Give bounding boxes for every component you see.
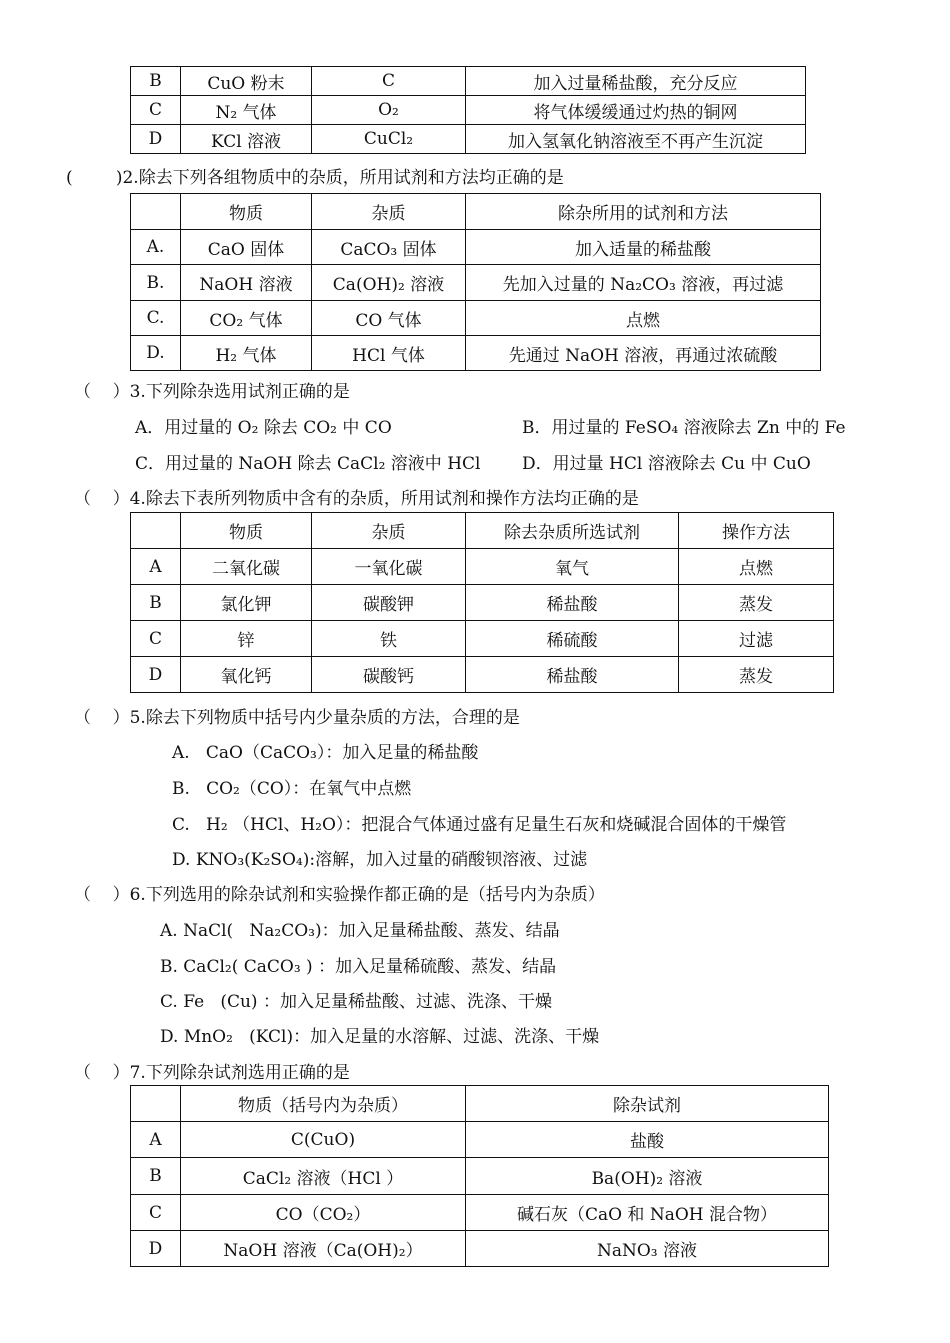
question-5-option-a: A. CaO（CaCO₃）：加入足量的稀盐酸 — [172, 743, 479, 763]
table-cell: 碳酸钙 — [312, 657, 466, 693]
table-cell: D — [131, 125, 181, 154]
question-7-title: （ ）7.下列除杂试剂选用正确的是 — [74, 1063, 350, 1083]
table-header-row — [131, 194, 821, 230]
table-row — [131, 621, 834, 657]
table-row — [131, 1158, 829, 1195]
table-cell: 碱石灰（CaO 和 NaOH 混合物） — [466, 1195, 829, 1231]
table-cell: 氧气 — [466, 549, 679, 585]
table-cell: NaOH 溶液（Ca(OH)₂） — [181, 1231, 466, 1267]
table-cell: 先通过 NaOH 溶液，再通过浓硫酸 — [466, 336, 821, 371]
table-row — [131, 1231, 829, 1267]
table-cell: NaNO₃ 溶液 — [466, 1231, 829, 1267]
table-q4 — [130, 512, 834, 693]
table-cell: 氯化钾 — [181, 585, 312, 621]
table-cell: 一氧化碳 — [312, 549, 466, 585]
table-header-cell: 杂质 — [312, 513, 466, 549]
table-cell: NaOH 溶液 — [181, 265, 312, 301]
table-cell: 蒸发 — [679, 585, 834, 621]
table-cell: N₂ 气体 — [181, 96, 312, 125]
table-cell: C — [131, 1195, 181, 1231]
question-5-option-b: B. CO₂（CO）：在氧气中点燃 — [172, 779, 412, 799]
question-4-title: （ ）4.除去下表所列物质中含有的杂质，所用试剂和操作方法均正确的是 — [74, 489, 639, 509]
table-cell: D. — [131, 336, 181, 371]
table-cell: 铁 — [312, 621, 466, 657]
table-header-cell: 物质 — [181, 513, 312, 549]
question-6-option-c: C. Fe (Cu) ：加入足量稀盐酸、过滤、洗涤、干燥 — [160, 992, 552, 1012]
table-cell: C. — [131, 301, 181, 336]
question-6-option-b: B. CaCl₂( CaCO₃ ) ：加入足量稀硫酸、蒸发、结晶 — [160, 957, 557, 977]
table-header-cell — [131, 513, 181, 549]
table-cell: CaO 固体 — [181, 230, 312, 265]
table-header-cell: 物质 — [181, 194, 312, 230]
table-header-cell: 除去杂质所选试剂 — [466, 513, 679, 549]
table-cell: HCl 气体 — [312, 336, 466, 371]
table-header-cell: 除杂所用的试剂和方法 — [466, 194, 821, 230]
table-cell: C — [131, 96, 181, 125]
table-cell: B — [131, 585, 181, 621]
question-5-option-d: D. KNO₃(K₂SO₄):溶解，加入过量的硝酸钡溶液、过滤 — [172, 850, 588, 870]
table-cell: 二氧化碳 — [181, 549, 312, 585]
question-3-option-c: C．用过量的 NaOH 除去 CaCl₂ 溶液中 HCl — [135, 454, 481, 474]
table-row — [131, 549, 834, 585]
table-header-cell: 操作方法 — [679, 513, 834, 549]
table-cell: A — [131, 549, 181, 585]
table-cell: CO 气体 — [312, 301, 466, 336]
question-6-option-d: D. MnO₂ (KCl)：加入足量的水溶解、过滤、洗涤、干燥 — [160, 1027, 600, 1047]
table-row — [131, 336, 821, 371]
table-row — [131, 1122, 829, 1158]
table-cell: 加入适量的稀盐酸 — [466, 230, 821, 265]
table-cell: 盐酸 — [466, 1122, 829, 1158]
table-cell: O₂ — [312, 96, 466, 125]
table-cell: 过滤 — [679, 621, 834, 657]
table-cell: C(CuO) — [181, 1122, 466, 1158]
table-header-cell — [131, 194, 181, 230]
table-cell: 加入过量稀盐酸，充分反应 — [466, 67, 806, 96]
table-row — [131, 67, 806, 96]
table-cell: 蒸发 — [679, 657, 834, 693]
question-6-title: （ ）6.下列选用的除杂试剂和实验操作都正确的是（括号内为杂质） — [74, 885, 605, 905]
question-3-title: （ ）3.下列除杂选用试剂正确的是 — [74, 382, 350, 402]
table-cell: Ca(OH)₂ 溶液 — [312, 265, 466, 301]
table-q1-continued — [130, 66, 806, 154]
table-header-cell — [131, 1086, 181, 1122]
table-cell: 点燃 — [466, 301, 821, 336]
table-q7 — [130, 1085, 829, 1267]
table-cell: Ba(OH)₂ 溶液 — [466, 1158, 829, 1195]
question-6-option-a: A. NaCl( Na₂CO₃)：加入足量稀盐酸、蒸发、结晶 — [160, 921, 560, 941]
question-3-option-b: B．用过量的 FeSO₄ 溶液除去 Zn 中的 Fe — [522, 418, 846, 438]
table-cell: CaCl₂ 溶液（HCl ） — [181, 1158, 466, 1195]
table-cell: A. — [131, 230, 181, 265]
table-cell: A — [131, 1122, 181, 1158]
table-header-cell: 除杂试剂 — [466, 1086, 829, 1122]
table-cell: 先加入过量的 Na₂CO₃ 溶液，再过滤 — [466, 265, 821, 301]
table-cell: 稀硫酸 — [466, 621, 679, 657]
table-cell: CO₂ 气体 — [181, 301, 312, 336]
table-q2 — [130, 193, 821, 371]
table-cell: KCl 溶液 — [181, 125, 312, 154]
table-cell: B — [131, 1158, 181, 1195]
table-cell: CuO 粉末 — [181, 67, 312, 96]
table-cell: CO（CO₂） — [181, 1195, 466, 1231]
table-cell: C — [131, 621, 181, 657]
table-row — [131, 585, 834, 621]
table-header-row — [131, 513, 834, 549]
table-row — [131, 125, 806, 154]
table-header-cell: 杂质 — [312, 194, 466, 230]
table-cell: D — [131, 657, 181, 693]
table-cell: 将气体缓缓通过灼热的铜网 — [466, 96, 806, 125]
question-3-option-d: D．用过量 HCl 溶液除去 Cu 中 CuO — [522, 454, 811, 474]
table-row — [131, 96, 806, 125]
table-row — [131, 265, 821, 301]
table-cell: 氧化钙 — [181, 657, 312, 693]
table-cell: 碳酸钾 — [312, 585, 466, 621]
table-cell: D — [131, 1231, 181, 1267]
table-row — [131, 657, 834, 693]
question-3-option-a: A．用过量的 O₂ 除去 CO₂ 中 CO — [135, 418, 392, 438]
table-cell: B. — [131, 265, 181, 301]
question-5-title: （ ）5.除去下列物质中括号内少量杂质的方法，合理的是 — [74, 708, 520, 728]
table-cell: C — [312, 67, 466, 96]
table-row — [131, 1195, 829, 1231]
table-cell: 锌 — [181, 621, 312, 657]
table-cell: 加入氢氧化钠溶液至不再产生沉淀 — [466, 125, 806, 154]
table-header-row — [131, 1086, 829, 1122]
table-cell: 点燃 — [679, 549, 834, 585]
table-row — [131, 230, 821, 265]
table-cell: B — [131, 67, 181, 96]
table-cell: 稀盐酸 — [466, 585, 679, 621]
question-2-title: ( )2.除去下列各组物质中的杂质，所用试剂和方法均正确的是 — [66, 168, 564, 188]
table-header-cell: 物质（括号内为杂质） — [181, 1086, 466, 1122]
table-row — [131, 301, 821, 336]
question-5-option-c: C. H₂ （HCl、H₂O）：把混合气体通过盛有足量生石灰和烧碱混合固体的干燥管 — [172, 815, 787, 835]
table-cell: 稀盐酸 — [466, 657, 679, 693]
table-cell: H₂ 气体 — [181, 336, 312, 371]
table-cell: CuCl₂ — [312, 125, 466, 154]
table-cell: CaCO₃ 固体 — [312, 230, 466, 265]
